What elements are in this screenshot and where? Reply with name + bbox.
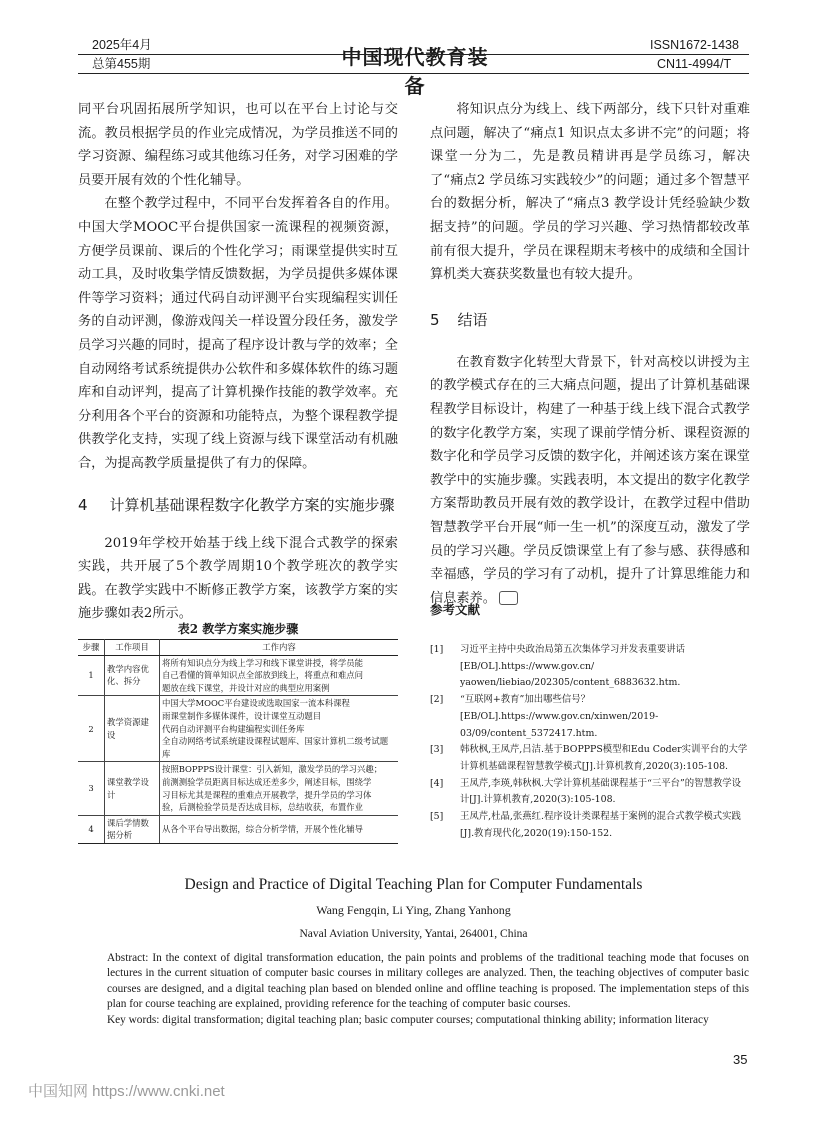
reference-number: [2] — [430, 694, 444, 706]
paragraph — [430, 351, 750, 611]
reference-text: 王凤芹,杜晶,张燕红.程序设计类课程基于案例的混合式教学模式实践[J].教育现代化,2020(19):150-152. — [460, 811, 741, 839]
reference-text: 王凤芹,李瑛,韩秋枫.大学计算机基础课程基于“三平台”的智慧教学设计[J].计算机教育,2020(3):105-108. — [460, 777, 742, 806]
table-row — [78, 655, 398, 696]
page-number: 35 — [733, 1052, 748, 1067]
content-cell — [160, 815, 399, 843]
keywords-text: Key words: digital transformation; digital teaching plan; basic computer courses; computational thinking ability; information literacy — [107, 1013, 709, 1026]
reference-number: [4] — [430, 777, 444, 789]
table-row — [78, 815, 398, 843]
content-cell — [160, 762, 399, 815]
content-line: 习目标尤其是课程的重难点开展教学，提升学员的学习体 — [162, 789, 372, 800]
step-cell: 3 — [78, 762, 105, 815]
content-line: 按照BOPPPS设计课堂：引入新知，激发学员的学习兴趣； — [162, 764, 383, 775]
left-column — [78, 98, 398, 626]
references-list — [430, 642, 750, 842]
section-number: 5 — [430, 310, 440, 329]
step-cell: 4 — [78, 815, 105, 843]
section-title: 结语 — [457, 310, 488, 329]
table-header: 步骤 — [78, 640, 105, 656]
reference-text: 习近平主持中央政治局第五次集体学习并发表重要讲话[EB/OL].https://www.gov.cn/ yaowen/liebiao/202305/content_6883632.htm. — [460, 644, 686, 689]
header-divider-bottom — [78, 73, 749, 74]
content-cell — [160, 655, 399, 696]
header-date: 2025年4月 — [92, 38, 152, 52]
content-line: 从各个平台导出数据，综合分析学情，开展个性化辅导 — [162, 824, 363, 835]
table-row — [78, 696, 398, 762]
journal-title: 中国现代教育装备 — [341, 45, 489, 98]
content-cell — [160, 696, 399, 762]
content-line: 全自动网络考试系统建设课程试题库、国家计算机二级考试题库 — [162, 736, 389, 759]
conclusion-text: 在教育数字化转型大背景下，针对高校以讲授为主的教学模式存在的三大痛点问题，提出了计算机基础课程教学目标设计，构建了一种基于线上线下混合式教学的数字化教学方案，实现了课前学情分析、课程资源的数字化和学员学习反馈的数字化，并阐述该方案在课堂教学中的实施步骤。实践表明，本文提出的数字化教学方案帮助教员开展有效的教学设计，在教学过程中借助智慧教学平台开展“师一生一机”的深度互动，激发了学员的学习兴趣。学员反馈课堂上有了参与感、获得感和幸福感，学员的学习有了动机，提升了计算思维能力和信息素养。 — [430, 354, 750, 606]
paragraph: 将知识点分为线上、线下两部分，线下只针对重难点问题，解决了“痛点1 知识点太多讲不完”的问题；将课堂一分为二，先是教员精讲再是学员练习，解决了“痛点2 学员练习实践较少”的问题；通过多个智慧平台的数据分析，解决了“痛点3 教学设计凭经验缺少数据支持”的问题。学员的学习兴趣、学习热情都较改革前有很大提升，学员在课程期末考核中的成绩和全国计算机类大赛获奖数量也有较大提升。 — [430, 102, 750, 283]
reference-item — [430, 642, 750, 692]
content-line: 中国大学MOOC平台建设或选取国家一流本科课程 — [162, 698, 350, 709]
paragraph: 2019年学校开始基于线上线下混合式教学的探索实践，共开展了5个教学周期10个教学班次的教学实践。在教学实践中不断修正教学方案，该教学方案的实施步骤如表2所示。 — [78, 535, 398, 622]
cnki-watermark: 中国知网 https://www.cnki.net — [28, 1083, 225, 1100]
step-cell: 1 — [78, 655, 105, 696]
table-header: 工作内容 — [160, 640, 399, 656]
section-number: 4 — [78, 495, 88, 514]
english-authors: Wang Fengqin, Li Ying, Zhang Yanhong — [316, 903, 511, 917]
reference-number: [3] — [430, 744, 444, 756]
paragraph: 在整个教学过程中，不同平台发挥着各自的作用。中国大学MOOC平台提供国家一流课程的视频资源，方便学员课前、课后的个性化学习；雨课堂提供实时互动工具，及时收集学情反馈数据，为学员提供多媒体课件等学习资料；通过代码自动评测平台实现编程实训任务的自动评测，像游戏闯关一样设置分段任务，激发学员学习兴趣的同时，提高了程序设计教与学的效率；全自动网络考试系统提供办公软件和多媒体软件的练习题库和自动评判，提高了计算机操作技能的教学效率。充分利用各个平台的资源和功能特点，为整个课程教学提供教学化支持，实现了线上资源与线下课堂活动有机融合，为提高教学质量提供了有力的保障。 — [78, 196, 398, 471]
right-column — [430, 98, 750, 610]
header-divider — [78, 54, 749, 55]
reference-item — [430, 692, 750, 742]
header-issn: ISSN1672-1438 — [650, 38, 739, 52]
content-line: 验，后测检验学员是否达成目标，总结收获，布置作业 — [162, 802, 363, 813]
references-heading: 参考文献 — [430, 602, 481, 617]
english-abstract — [107, 951, 749, 1028]
header-cn: CN11-4994/T — [657, 57, 732, 71]
english-title: Design and Practice of Digital Teaching Plan for Computer Fundamentals — [184, 876, 643, 893]
paragraph: 同平台巩固拓展所学知识，也可以在平台上讨论与交流。教员根据学员的作业完成情况，为学员推送不同的学习资源、编程练习或其他练习任务，对学习困难的学员要开展有效的个性化辅导。 — [78, 102, 398, 188]
content-line: 代码自动评测平台构建编程实训任务库 — [162, 723, 305, 734]
table-row — [78, 762, 398, 815]
item-cell: 教学内容优化、拆分 — [105, 655, 160, 696]
item-cell: 教学资源建设 — [105, 696, 160, 762]
header-issue: 总第455期 — [92, 57, 151, 71]
section-title: 计算机基础课程数字化教学方案的实施步骤 — [109, 495, 395, 514]
reference-text: 韩秋枫,王凤芹,吕洁.基于BOPPPS模型和Edu Coder实训平台的大学计算机基础课程智慧教学模式[J].计算机教育,2020(3):105-108. — [460, 744, 748, 772]
content-line: 自己看懂的简单知识点全部放到线上，将重点和难点问 — [162, 670, 363, 681]
table-header: 工作项目 — [105, 640, 160, 656]
content-line: 雨课堂制作多媒体课件，设计课堂互动题目 — [162, 710, 322, 721]
item-cell: 课后学情数据分析 — [105, 815, 160, 843]
abstract-text: Abstract: In the context of digital transformation education, the pain points and problems of the traditional teaching mode that focuses on lectures in the current situation of computer basic courses in military colleges are analyzed. Then, the teaching objectives of computer basic courses are designed, and a digital teaching plan based on blended online and offline teaching is proposed. The implementation steps of this plan for course teaching are explained, providing reference for the teaching of computer basic courses. — [107, 952, 749, 1011]
english-affiliation: Naval Aviation University, Yantai, 264001, China — [299, 928, 528, 940]
table-caption: 表2 教学方案实施步骤 — [177, 622, 299, 636]
reference-item — [430, 809, 750, 842]
reference-item — [430, 776, 750, 809]
end-mark-icon — [499, 591, 518, 605]
reference-number: [1] — [430, 644, 444, 655]
section-5-heading — [430, 309, 750, 332]
reference-text: “互联网+教育”加出哪些信号？[EB/OL].https://www.gov.cn/xinwen/2019-03/09/content_5372417.htm. — [460, 694, 659, 739]
reference-item — [430, 742, 750, 775]
step-cell: 2 — [78, 696, 105, 762]
item-cell: 课堂教学设计 — [105, 762, 160, 815]
content-line: 将所有知识点分为线上学习和线下课堂讲授，将学员能 — [162, 657, 363, 668]
content-line: 题放在线下课堂，并设计对应的典型应用案例 — [162, 682, 330, 693]
content-line: 前测测验学员距离目标达成还差多少，阐述目标，围绕学 — [162, 776, 372, 787]
section-4-heading — [78, 494, 398, 517]
steps-table — [78, 639, 398, 844]
reference-number: [5] — [430, 811, 444, 823]
